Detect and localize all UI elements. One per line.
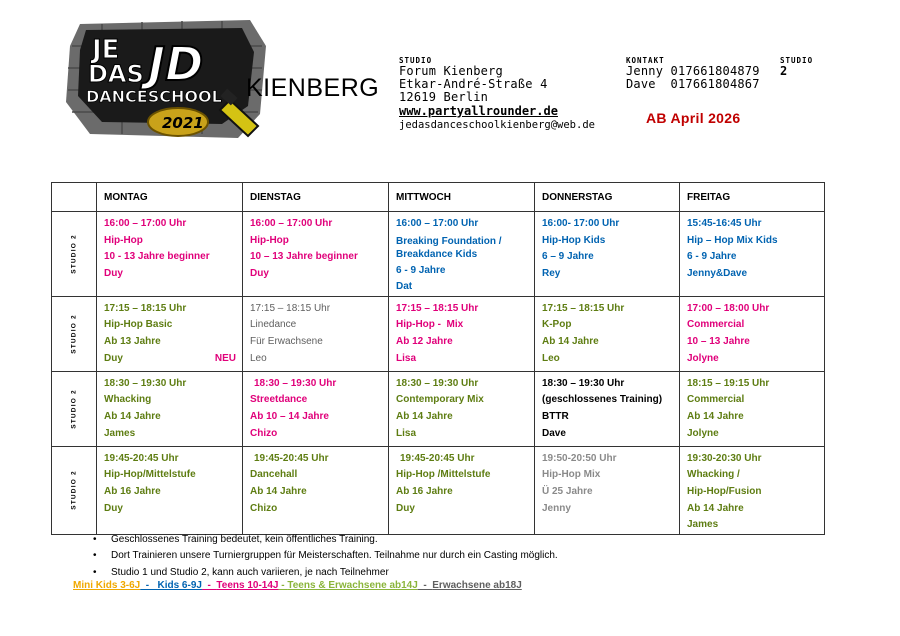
course-trainer: Duy [250, 267, 269, 279]
legend-separator: - [278, 580, 288, 591]
course-name: Whacking [104, 394, 152, 406]
course-cell [389, 212, 535, 297]
course-cell [243, 296, 389, 371]
course-time: 18:30 – 19:30 Uhr [104, 377, 187, 389]
course-age: Ab 10 – 14 Jahre [250, 410, 329, 422]
course-age: Ü 25 Jahre [542, 485, 593, 497]
table-row [52, 446, 825, 534]
course-time: 17:00 – 18:00 Uhr [687, 302, 770, 314]
course-age: Ab 12 Jahre [396, 335, 453, 347]
studio-cell [52, 371, 97, 446]
course-time: 18:30 – 19:30 Uhr [542, 377, 625, 389]
course-name: Hip – Hop Mix Kids [687, 234, 778, 246]
day-header-mittwoch: MITTWOCH [389, 183, 535, 212]
course-name: Hip-Hop Mix [542, 469, 601, 481]
contact-dave: Dave 017661804867 [626, 77, 760, 91]
course-time: 16:00 – 17:00 Uhr [104, 218, 187, 229]
studio-side-label: STUDIO 2 [70, 470, 78, 511]
course-time: 17:15 – 18:15 Uhr [396, 302, 479, 314]
course-trainer: Dat [396, 281, 413, 293]
legend-teens-adults: Teens & Erwachsene ab14J [287, 580, 418, 591]
studio-address-block [399, 56, 595, 132]
course-cell [389, 296, 535, 371]
studio-label: STUDIO [399, 56, 433, 65]
start-date: AB April 2026 [646, 110, 741, 126]
course-name: Dancehall [250, 469, 298, 481]
course-trainer: Dave [542, 427, 566, 439]
course-trainer: Chizo [250, 427, 278, 439]
logo-das: DAS [88, 60, 144, 88]
notes-list [93, 532, 558, 581]
course-cell [97, 371, 243, 446]
studio-cell [52, 446, 97, 534]
course-trainer: Rey [542, 267, 561, 279]
course-name: Commercial [687, 319, 745, 331]
course-trainer: Duy [104, 267, 123, 279]
course-name: Breaking Foundation / Breakdance Kids [396, 235, 502, 260]
email-address[interactable]: jedasdanceschoolkienberg@web.de [399, 119, 595, 131]
course-name: Whacking / [687, 469, 740, 481]
studio-side-label: STUDIO 2 [70, 234, 78, 274]
course-time: 16:00- 17:00 Uhr [542, 218, 620, 229]
new-badge: NEU [214, 352, 236, 364]
course-time: 19:45-20:45 Uhr [254, 452, 329, 464]
course-time: 16:00 – 17:00 Uhr [396, 218, 479, 229]
course-time: 17:15 – 18:15 Uhr [250, 302, 331, 314]
course-name: Hip-Hop [250, 234, 289, 246]
course-age: 6 – 9 Jahre [542, 251, 594, 263]
course-trainer: Lisa [396, 427, 417, 439]
course-time: 19:50-20:50 Uhr [542, 452, 617, 464]
course-age: Ab 14 Jahre [250, 485, 307, 497]
course-name: (geschlossenes Training) [542, 394, 663, 406]
course-cell [680, 446, 825, 534]
website-link[interactable]: www.partyallrounder.de [399, 104, 558, 118]
course-age: 10 – 13 Jahre [687, 335, 750, 347]
studio-cell [52, 296, 97, 371]
course-trainer: Duy [104, 352, 123, 364]
course-name: Hip-Hop/Mittelstufe [104, 469, 196, 481]
contact-jenny: Jenny 017661804879 [626, 64, 760, 78]
studio-name: Forum Kienberg [399, 64, 503, 78]
course-name: Hip-Hop [104, 234, 143, 246]
course-time: 16:00 – 17:00 Uhr [250, 218, 333, 229]
course-cell [535, 212, 680, 297]
logo-jd: JD [148, 37, 204, 91]
legend-mini-kids: Mini Kids 3-6J [73, 580, 141, 591]
course-cell [243, 212, 389, 297]
course-cell [97, 296, 243, 371]
day-header-donnerstag: DONNERSTAG [535, 183, 680, 212]
course-trainer: Duy [104, 502, 123, 514]
schedule-table [51, 182, 825, 535]
course-trainer: Jolyne [687, 352, 719, 364]
course-age: Ab 16 Jahre [396, 485, 453, 497]
course-name: Commercial [687, 394, 745, 406]
course-cell [389, 371, 535, 446]
course-age: 6 - 9 Jahre [687, 251, 737, 263]
corner-cell [52, 183, 97, 212]
course-age: 6 - 9 Jahre [396, 264, 446, 276]
course-time: 17:15 – 18:15 Uhr [542, 302, 625, 314]
logo-je: JE [92, 35, 120, 65]
course-age: Ab 14 Jahre [687, 410, 744, 422]
course-trainer: James [104, 427, 136, 439]
course-name: Hip-Hop Basic [104, 319, 173, 331]
course-trainer: Chizo [250, 502, 278, 514]
course-time: 17:15 – 18:15 Uhr [104, 302, 187, 314]
course-name: Hip-Hop Kids [542, 234, 606, 246]
course-age: Ab 14 Jahre [396, 410, 453, 422]
header-row [52, 183, 825, 212]
table-row [52, 371, 825, 446]
note-item: • Studio 1 und Studio 2, kann auch variieren, je nach Teilnehmer [93, 565, 558, 581]
course-cell [535, 446, 680, 534]
course-time: 19:30-20:30 Uhr [687, 452, 762, 464]
course-age: Ab 14 Jahre [104, 410, 161, 422]
course-age: Ab 13 Jahre [104, 335, 161, 347]
studio-side-label: STUDIO 2 [70, 313, 78, 354]
course-name: Streetdance [250, 394, 308, 406]
course-name: Linedance [250, 319, 297, 331]
course-cell [97, 212, 243, 297]
legend-separator: - [140, 580, 158, 591]
course-time: 18:30 – 19:30 Uhr [254, 377, 337, 389]
course-time: 15:45-16:45 Uhr [687, 218, 762, 229]
course-cell [243, 446, 389, 534]
course-cell [389, 446, 535, 534]
course-age: Ab 16 Jahre [104, 485, 161, 497]
course-cell [680, 212, 825, 297]
course-age: BTTR [542, 410, 569, 422]
course-cell [535, 371, 680, 446]
studio-number-block [780, 56, 813, 78]
contact-block [626, 56, 760, 91]
course-cell [97, 446, 243, 534]
course-trainer-row [104, 351, 236, 368]
legend-separator: - [417, 580, 433, 591]
day-header-montag: MONTAG [97, 183, 243, 212]
legend-separator: - [201, 580, 217, 591]
legend-kids: Kids 6-9J [157, 580, 202, 591]
course-trainer: Jenny [542, 502, 571, 514]
course-cell [680, 296, 825, 371]
table-row [52, 212, 825, 297]
note-item: • Dort Trainieren unsere Turniergruppen für Meisterschaften. Teilnahme nur durch ein Casting möglich. [93, 548, 558, 564]
course-cell [680, 371, 825, 446]
studio-number-label: STUDIO [780, 56, 814, 65]
age-group-legend [73, 580, 522, 591]
course-trainer: Jenny&Dave [687, 267, 748, 279]
course-name: Hip-Hop - Mix [396, 319, 464, 331]
legend-teens: Teens 10-14J [216, 580, 279, 591]
course-age: 10 - 13 Jahre beginner [104, 251, 210, 263]
course-time: 19:45-20:45 Uhr [400, 452, 475, 464]
course-time: 19:45-20:45 Uhr [104, 452, 179, 464]
location-title: KIENBERG [246, 74, 380, 102]
course-name: Contemporary Mix [396, 394, 484, 406]
course-age: 10 – 13 Jahre beginner [250, 251, 358, 263]
course-trainer: Duy [396, 502, 415, 514]
logo-danceschool: DANCESCHOOL [86, 87, 222, 106]
course-trainer: Lisa [396, 352, 417, 364]
day-header-freitag: FREITAG [680, 183, 825, 212]
studio-side-label: STUDIO 2 [70, 388, 78, 429]
legend-adults: Erwachsene ab18J [432, 580, 522, 591]
day-header-dienstag: DIENSTAG [243, 183, 389, 212]
table-row [52, 296, 825, 371]
contact-label: KONTAKT [626, 56, 665, 65]
course-age: Für Erwachsene [250, 335, 323, 347]
course-name: Hip-Hop /Mittelstufe [396, 469, 491, 481]
studio-number-value: 2 [780, 64, 788, 78]
studio-cell [52, 212, 97, 297]
course-age: Ab 14 Jahre [687, 502, 744, 514]
course-trainer: Leo [542, 352, 560, 364]
course-cell [535, 296, 680, 371]
course-trainer: Jolyne [687, 427, 719, 439]
note-item: • Geschlossenes Training bedeutet, kein öffentliches Training. [93, 532, 558, 548]
studio-city: 12619 Berlin [399, 90, 489, 104]
course-cell [243, 371, 389, 446]
logo-year: 2021 [162, 114, 204, 132]
course-time: 18:15 – 19:15 Uhr [687, 377, 770, 389]
studio-street: Etkar-André-Straße 4 [399, 77, 548, 91]
course-age: Ab 14 Jahre [542, 335, 599, 347]
course-name-line2: Hip-Hop/Fusion [687, 485, 762, 497]
course-name: K-Pop [542, 319, 572, 331]
course-trainer: James [687, 519, 719, 531]
course-trainer: Leo [250, 352, 267, 364]
course-time: 18:30 – 19:30 Uhr [396, 377, 479, 389]
school-logo [62, 16, 272, 144]
